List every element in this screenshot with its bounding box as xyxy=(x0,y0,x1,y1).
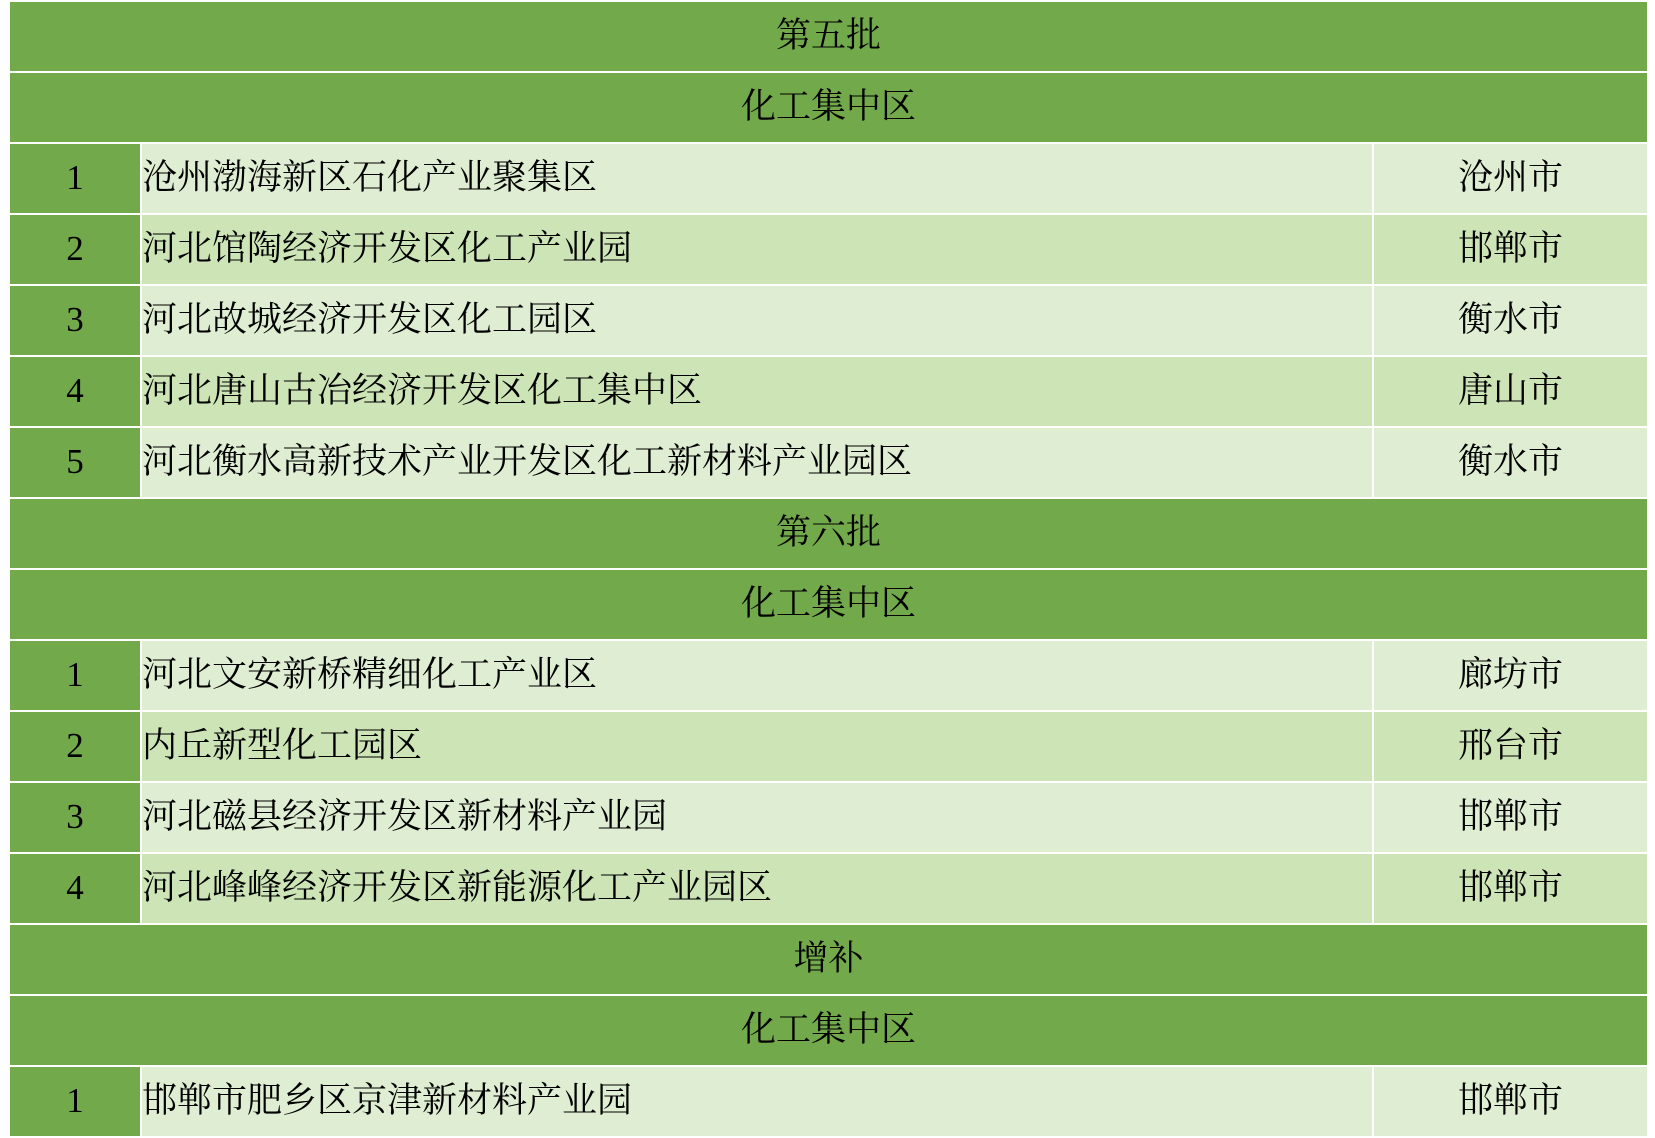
row-name: 河北峰峰经济开发区新能源化工产业园区 xyxy=(141,853,1373,924)
section-header-row xyxy=(9,72,1648,143)
table-row xyxy=(9,711,1648,782)
table-row xyxy=(9,214,1648,285)
table-row xyxy=(9,356,1648,427)
row-index: 1 xyxy=(9,143,141,214)
row-index: 3 xyxy=(9,782,141,853)
row-city: 邯郸市 xyxy=(1373,1066,1648,1137)
batch-header-row xyxy=(9,924,1648,995)
row-city: 邯郸市 xyxy=(1373,782,1648,853)
table-row xyxy=(9,1066,1648,1137)
table-row xyxy=(9,143,1648,214)
section-header-row xyxy=(9,569,1648,640)
row-index: 3 xyxy=(9,285,141,356)
row-name: 邯郸市肥乡区京津新材料产业园 xyxy=(141,1066,1373,1137)
row-city: 邢台市 xyxy=(1373,711,1648,782)
table-row xyxy=(9,285,1648,356)
table-row xyxy=(9,640,1648,711)
table-row xyxy=(9,782,1648,853)
chemical-parks-table xyxy=(8,0,1649,1138)
section-label: 化工集中区 xyxy=(9,72,1648,143)
row-index: 5 xyxy=(9,427,141,498)
row-name: 河北磁县经济开发区新材料产业园 xyxy=(141,782,1373,853)
section-label: 化工集中区 xyxy=(9,569,1648,640)
table-row xyxy=(9,853,1648,924)
row-name: 河北文安新桥精细化工产业区 xyxy=(141,640,1373,711)
row-city: 衡水市 xyxy=(1373,427,1648,498)
row-index: 4 xyxy=(9,853,141,924)
row-city: 邯郸市 xyxy=(1373,853,1648,924)
row-index: 4 xyxy=(9,356,141,427)
row-city: 沧州市 xyxy=(1373,143,1648,214)
row-index: 2 xyxy=(9,711,141,782)
row-city: 唐山市 xyxy=(1373,356,1648,427)
section-header-row xyxy=(9,995,1648,1066)
row-city: 邯郸市 xyxy=(1373,214,1648,285)
row-name: 河北衡水高新技术产业开发区化工新材料产业园区 xyxy=(141,427,1373,498)
row-name: 沧州渤海新区石化产业聚集区 xyxy=(141,143,1373,214)
row-index: 1 xyxy=(9,1066,141,1137)
row-city: 衡水市 xyxy=(1373,285,1648,356)
row-name: 河北唐山古冶经济开发区化工集中区 xyxy=(141,356,1373,427)
batch-header-row xyxy=(9,1,1648,72)
row-index: 1 xyxy=(9,640,141,711)
row-index: 2 xyxy=(9,214,141,285)
batch-label: 第六批 xyxy=(9,498,1648,569)
row-name: 河北故城经济开发区化工园区 xyxy=(141,285,1373,356)
row-name: 内丘新型化工园区 xyxy=(141,711,1373,782)
batch-label: 第五批 xyxy=(9,1,1648,72)
row-city: 廊坊市 xyxy=(1373,640,1648,711)
batch-header-row xyxy=(9,498,1648,569)
section-label: 化工集中区 xyxy=(9,995,1648,1066)
row-name: 河北馆陶经济开发区化工产业园 xyxy=(141,214,1373,285)
batch-label: 增补 xyxy=(9,924,1648,995)
table-row xyxy=(9,427,1648,498)
